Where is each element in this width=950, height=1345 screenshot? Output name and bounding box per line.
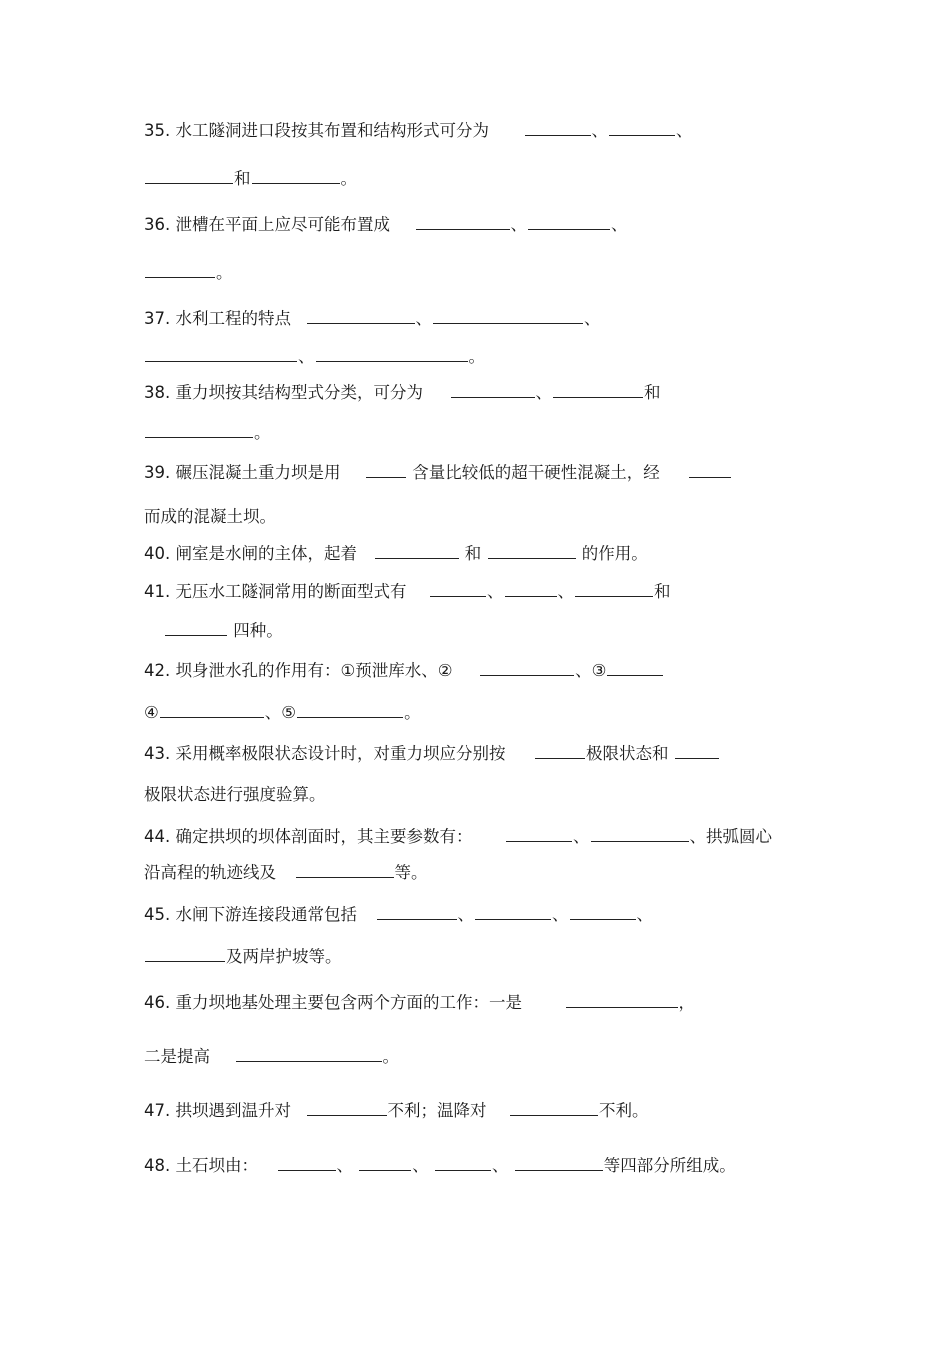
answer-blank — [515, 1155, 603, 1171]
question-46-line-1 — [144, 992, 695, 1014]
question-43-middle-text: 极限状态和 — [586, 744, 669, 763]
answer-blank — [525, 120, 591, 136]
punctuation: 、 — [492, 1156, 509, 1175]
answer-blank — [375, 543, 459, 559]
connector-text: 和 — [234, 169, 251, 188]
punctuation: 、 — [487, 582, 504, 601]
answer-blank — [535, 743, 585, 759]
question-46-line-2 — [144, 1046, 399, 1068]
question-35-text: 35. 水工隧洞进口段按其布置和结构形式可分为 — [144, 121, 489, 140]
answer-blank — [145, 346, 297, 362]
question-40-text: 40. 闸室是水闸的主体，起着 — [144, 544, 357, 563]
punctuation: 、 — [591, 121, 608, 140]
answer-blank — [433, 308, 583, 324]
question-35-line-2 — [144, 168, 357, 190]
answer-blank — [591, 826, 689, 842]
answer-blank — [435, 1155, 491, 1171]
answer-blank — [296, 862, 394, 878]
punctuation: 、 — [573, 827, 590, 846]
answer-blank — [451, 382, 535, 398]
question-48-line-1 — [144, 1155, 736, 1177]
answer-blank — [307, 1100, 387, 1116]
question-36-line-2 — [144, 262, 233, 284]
question-37-line-1 — [144, 308, 601, 330]
punctuation: 、 — [676, 121, 693, 140]
answer-blank — [145, 422, 253, 438]
question-48-end-text: 等四部分所组成。 — [603, 1156, 736, 1175]
question-47-end-text: 不利。 — [599, 1101, 649, 1120]
question-36-line-1 — [144, 214, 628, 236]
punctuation: 、 — [412, 1156, 429, 1175]
question-35-line-1 — [144, 120, 693, 142]
question-45-text: 45. 水闸下游连接段通常包括 — [144, 905, 357, 924]
punctuation: 。 — [340, 169, 357, 188]
answer-blank — [160, 702, 264, 718]
answer-blank — [475, 904, 551, 920]
question-44-middle-text: 、拱弧圆心 — [689, 827, 772, 846]
question-44-end-text: 等。 — [394, 863, 428, 882]
punctuation: 、 — [535, 383, 552, 402]
question-45-end-text: 及两岸护坡等。 — [226, 947, 342, 966]
question-42-line-1 — [144, 660, 664, 682]
punctuation: ， — [678, 993, 695, 1012]
question-40-end-text: 的作用。 — [581, 544, 648, 563]
answer-blank — [366, 462, 406, 478]
answer-blank — [236, 1046, 382, 1062]
question-39-middle-text: 含量比较低的超干硬性混凝土，经 — [412, 463, 660, 482]
question-46-line2-text: 二是提高 — [144, 1047, 210, 1066]
question-45-line-1 — [144, 904, 653, 926]
answer-blank — [480, 660, 574, 676]
question-43-text: 43. 采用概率极限状态设计时，对重力坝应分别按 — [144, 744, 506, 763]
question-47-line-1 — [144, 1100, 649, 1122]
answer-blank — [566, 992, 678, 1008]
question-39-text: 39. 碾压混凝土重力坝是用 — [144, 463, 341, 482]
question-41-line-1 — [144, 581, 671, 603]
answer-blank — [307, 308, 415, 324]
answer-blank — [316, 346, 468, 362]
punctuation: 。 — [216, 263, 233, 282]
punctuation: 、 — [611, 215, 628, 234]
circled-number: ④ — [144, 703, 159, 722]
punctuation: 、 — [510, 215, 527, 234]
punctuation: 、 — [584, 309, 601, 328]
question-39-end-text: 而成的混凝土坝。 — [144, 507, 276, 526]
punctuation: 、 — [415, 309, 432, 328]
punctuation: 、③ — [575, 661, 607, 680]
answer-blank — [675, 743, 719, 759]
answer-blank — [377, 904, 457, 920]
question-42-text: 42. 坝身泄水孔的作用有：①预泄库水、② — [144, 661, 453, 680]
answer-blank — [488, 543, 576, 559]
answer-blank — [505, 581, 557, 597]
answer-blank — [145, 262, 215, 278]
question-44-line-2 — [144, 862, 428, 884]
question-38-line-1 — [144, 382, 661, 404]
punctuation: 。 — [382, 1047, 399, 1066]
answer-blank — [510, 1100, 598, 1116]
question-42-line-2 — [144, 702, 421, 724]
punctuation: 、 — [636, 905, 653, 924]
connector-text: 和 — [464, 544, 482, 563]
answer-blank — [297, 702, 403, 718]
answer-blank — [609, 120, 675, 136]
question-38-text: 38. 重力坝按其结构型式分类，可分为 — [144, 383, 423, 402]
punctuation: 、 — [298, 347, 315, 366]
answer-blank — [528, 214, 610, 230]
answer-blank — [689, 462, 731, 478]
question-37-line-2 — [144, 346, 485, 368]
punctuation: 、 — [457, 905, 474, 924]
question-37-text: 37. 水利工程的特点 — [144, 309, 291, 328]
question-41-text: 41. 无压水工隧洞常用的断面型式有 — [144, 582, 407, 601]
question-44-text: 44. 确定拱坝的坝体剖面时，其主要参数有： — [144, 827, 473, 846]
question-44-line-1 — [144, 826, 772, 848]
answer-blank — [570, 904, 636, 920]
question-43-line-1 — [144, 743, 720, 765]
question-39-line-1 — [144, 462, 732, 484]
question-46-text: 46. 重力坝地基处理主要包含两个方面的工作：一是 — [144, 993, 522, 1012]
question-41-line-2 — [164, 620, 283, 642]
connector-text: 和 — [644, 383, 661, 402]
question-41-end-text: 四种。 — [233, 621, 283, 640]
punctuation: 、⑤ — [264, 703, 297, 722]
question-43-line-2 — [144, 784, 326, 806]
answer-blank — [252, 168, 340, 184]
question-39-line-2 — [144, 506, 276, 528]
answer-blank — [575, 581, 653, 597]
answer-blank — [165, 620, 227, 636]
punctuation: 、 — [552, 905, 569, 924]
answer-blank — [416, 214, 510, 230]
punctuation: 。 — [404, 703, 421, 722]
answer-blank — [430, 581, 486, 597]
answer-blank — [359, 1155, 411, 1171]
punctuation: 。 — [468, 347, 485, 366]
punctuation: 、 — [336, 1156, 353, 1175]
answer-blank — [145, 946, 225, 962]
punctuation: 。 — [254, 423, 271, 442]
question-44-line2-text: 沿高程的轨迹线及 — [144, 863, 276, 882]
question-48-text: 48. 土石坝由： — [144, 1156, 258, 1175]
question-38-line-2 — [144, 422, 271, 444]
answer-blank — [607, 660, 663, 676]
answer-blank — [506, 826, 572, 842]
punctuation: 、 — [557, 582, 574, 601]
question-40-line-1 — [144, 543, 648, 565]
answer-blank — [145, 168, 233, 184]
answer-blank — [278, 1155, 336, 1171]
question-45-line-2 — [144, 946, 342, 968]
question-36-text: 36. 泄槽在平面上应尽可能布置成 — [144, 215, 390, 234]
question-43-end-text: 极限状态进行强度验算。 — [144, 785, 326, 804]
question-47-middle-text: 不利；温降对 — [387, 1101, 487, 1120]
question-47-text: 47. 拱坝遇到温升对 — [144, 1101, 291, 1120]
answer-blank — [553, 382, 643, 398]
connector-text: 和 — [654, 582, 671, 601]
